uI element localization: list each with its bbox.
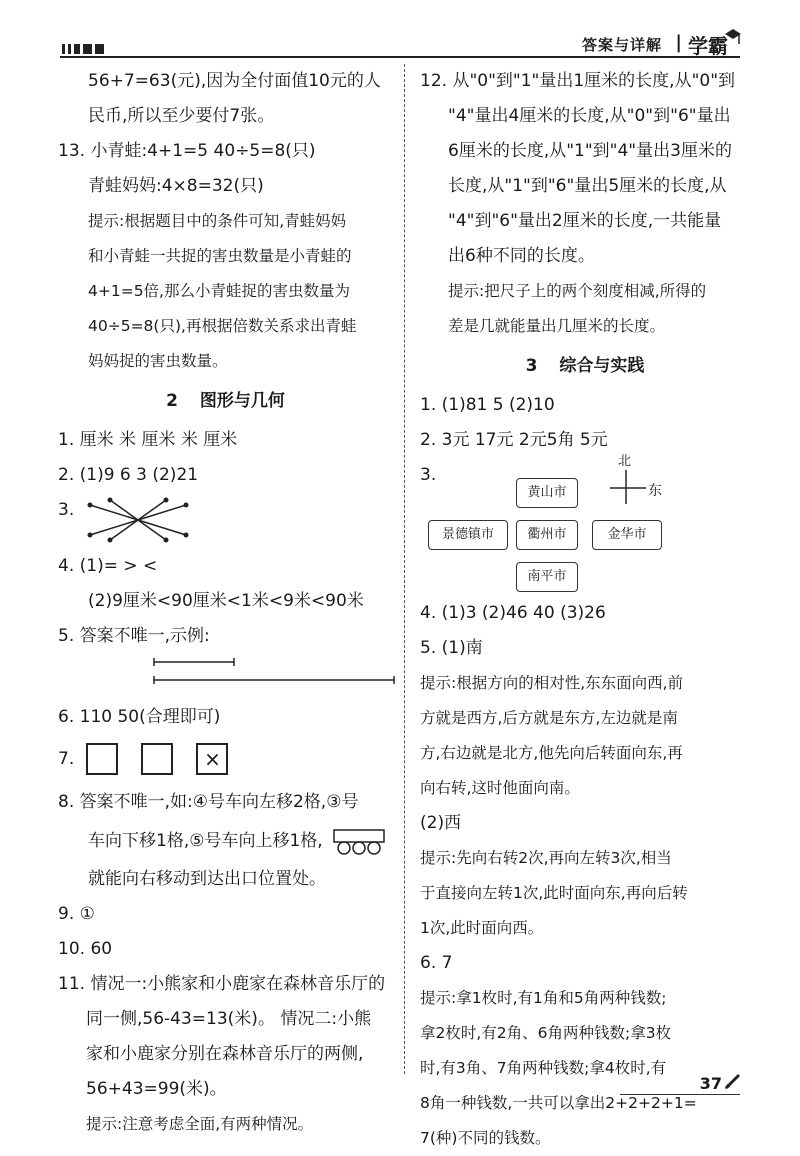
hint-line: 40÷5=8(只),再根据倍数关系求出青蛙	[88, 317, 357, 335]
page-number: 37	[699, 1074, 722, 1093]
answer-12-line: 6厘米的长度,从"1"到"4"量出3厘米的	[448, 141, 732, 161]
answer-10: 10. 60	[58, 939, 113, 959]
hint-line: 提示:根据方向的相对性,东东面向西,前	[420, 674, 684, 692]
answer-3-map	[420, 454, 750, 584]
answer-2: 2. (1)9 6 3 (2)21	[58, 465, 199, 485]
answer-3-label: 3.	[58, 500, 75, 520]
answer-13: 13. 小青蛙:4+1=5 40÷5=8(只)	[58, 141, 316, 161]
section-number: 3	[525, 356, 538, 376]
hint-line: 于直接向左转1次,此时面向东,再向后转	[420, 884, 688, 902]
answer-5-figure	[58, 654, 393, 694]
answer-3	[58, 493, 393, 543]
segment-example	[148, 654, 408, 694]
header-rule	[60, 56, 740, 58]
pencil-icon	[724, 1072, 742, 1090]
hint-line: 提示:拿1枚时,有1角和5角两种钱数;	[420, 989, 667, 1007]
hint-line: 方,右边就是北方,他先向后转面向东,再	[420, 744, 683, 762]
answer-5: 5. 答案不唯一,示例:	[58, 626, 210, 646]
answer-11-line: 同一侧,56-43=13(米)。 情况二:小熊	[86, 1009, 372, 1029]
empty-box	[141, 743, 173, 775]
header-decoration	[62, 44, 104, 54]
answer-11-line: 家和小鹿家分别在森林音乐厅的两侧,	[86, 1044, 364, 1064]
hint-line: 和小青蛙一共捉的害虫数量是小青蛙的	[88, 247, 352, 265]
answer-7-label: 7.	[58, 749, 75, 769]
answer-9: 9. ①	[58, 904, 95, 924]
answer-7	[58, 735, 393, 783]
hint-line: 向右转,这时他面向南。	[420, 779, 580, 797]
brand-logo: 学霸	[688, 34, 728, 58]
hint-line: 4+1=5倍,那么小青蛙捉的害虫数量为	[88, 282, 350, 300]
answer-6: 6. 110 50(合理即可)	[58, 707, 221, 727]
section-title: 综合与实践	[559, 356, 645, 376]
empty-box	[86, 743, 118, 775]
hint-line: 1次,此时面向西。	[420, 919, 544, 937]
section-title: 图形与几何	[199, 391, 285, 411]
answer-8: 8. 答案不唯一,如:④号车向左移2格,③号	[58, 792, 359, 812]
column-divider	[404, 64, 405, 1074]
header-title: 答案与详解	[581, 36, 662, 54]
answer-1: 1. 厘米 米 厘米 米 厘米	[58, 430, 238, 450]
cart-icon	[332, 826, 386, 856]
right-column	[420, 64, 750, 1156]
answer-4: 4. (1)= > <	[58, 556, 158, 576]
answer-12-line: "4"到"6"量出2厘米的长度,一共能量	[448, 211, 722, 231]
cross-mark-box: ×	[196, 743, 228, 775]
answer-8-text: 车向下移1格,⑤号车向上移1格,	[88, 831, 323, 851]
section-heading-3	[420, 344, 750, 388]
answer-12-line: 出6种不同的长度。	[448, 246, 595, 266]
header-divider: |	[675, 32, 682, 53]
answer-line: 56+7=63(元),因为全付面值10元的人	[88, 71, 381, 91]
east-label: 东	[648, 483, 662, 499]
graduation-cap-icon	[724, 26, 742, 48]
hint-line: 提示:先向右转2次,再向左转3次,相当	[420, 849, 672, 867]
answer-11-line: 56+43=99(米)。	[86, 1079, 227, 1099]
hint-line: 方就是西方,后方就是东方,左边就是南	[420, 709, 678, 727]
answer-8-line	[58, 820, 393, 862]
answer-12-line: "4"量出4厘米的长度,从"0"到"6"量出	[448, 106, 731, 126]
city-quzhou: 衢州市	[516, 520, 578, 550]
hint-line: 8角一种钱数,一共可以拿出2+2+2+1=	[420, 1094, 697, 1112]
left-column	[58, 64, 393, 1142]
hint-line: 拿2枚时,有2角、6角两种钱数;拿3枚	[420, 1024, 672, 1042]
north-label: 北	[618, 454, 632, 469]
line-segments-figure	[82, 495, 202, 545]
city-jingdezhen: 景德镇市	[428, 520, 508, 550]
answer-2: 2. 3元 17元 2元5角 5元	[420, 430, 608, 450]
hint-line: 7(种)不同的钱数。	[420, 1129, 551, 1147]
answer-5-2: (2)西	[420, 813, 462, 833]
hint-line: 妈妈捉的害虫数量。	[88, 352, 228, 370]
answer-6: 6. 7	[420, 953, 453, 973]
answer-4: 4. (1)3 (2)46 40 (3)26	[420, 603, 606, 623]
hint-line: 提示:根据题目中的条件可知,青蛙妈妈	[88, 212, 347, 230]
city-huangshan: 黄山市	[516, 478, 578, 508]
section-number: 2	[166, 391, 178, 411]
answer-line: 青蛙妈妈:4×8=32(只)	[88, 176, 264, 196]
answer-3-label: 3.	[420, 465, 437, 485]
city-nanping: 南平市	[516, 562, 578, 592]
answer-5: 5. (1)南	[420, 638, 483, 658]
footer-rule	[620, 1094, 740, 1095]
answer-4-2: (2)9厘米<90厘米<1米<9米<90米	[88, 591, 364, 611]
answer-12-line: 长度,从"1"到"6"量出5厘米的长度,从	[448, 176, 727, 196]
city-jinhua: 金华市	[592, 520, 662, 550]
hint-line: 提示:注意考虑全面,有两种情况。	[86, 1115, 314, 1133]
answer-8-line: 就能向右移动到达出口位置处。	[88, 869, 326, 889]
answer-11: 11. 情况一:小熊家和小鹿家在森林音乐厅的	[58, 974, 386, 994]
answer-12: 12. 从"0"到"1"量出1厘米的长度,从"0"到	[420, 71, 736, 91]
section-heading-2	[58, 379, 393, 423]
answer-line: 民币,所以至少要付7张。	[88, 106, 275, 126]
hint-line: 差是几就能量出几厘米的长度。	[448, 317, 666, 335]
answer-1: 1. (1)81 5 (2)10	[420, 395, 555, 415]
hint-line: 提示:把尺子上的两个刻度相减,所得的	[448, 282, 707, 300]
hint-line: 时,有3角、7角两种钱数;拿4枚时,有	[420, 1059, 667, 1077]
